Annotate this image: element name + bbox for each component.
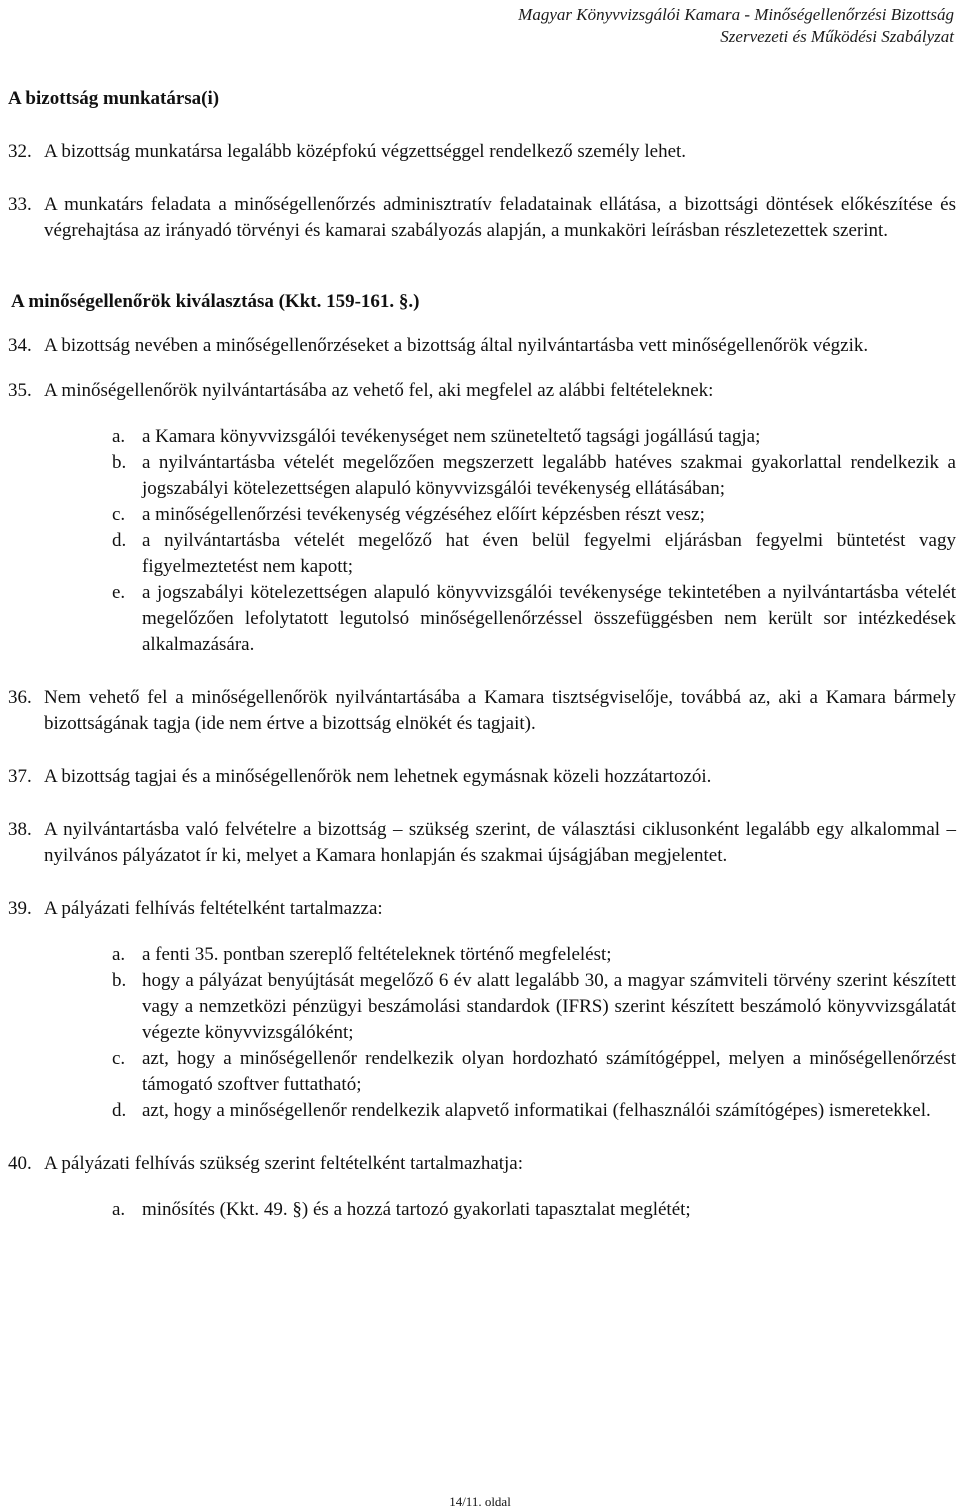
paragraph-text: A minőségellenőrök nyilvántartásába az vehető fel, aki megfelel az alábbi feltételeknek: <box>44 380 714 401</box>
paragraph-text: A bizottság tagjai és a minőségellenőrök nem lehetnek egymásnak közeli hozzátartozói. <box>44 766 712 787</box>
paragraph-38 <box>8 817 956 869</box>
list-item-letter: c. <box>112 1048 126 1069</box>
paragraph-32 <box>8 139 956 165</box>
list-item-letter: a. <box>112 426 126 447</box>
paragraph-text: Nem vehető fel a minőségellenőrök nyilvántartásába a Kamara tisztségviselője, továbbá az, aki a Kamara bármely bizottságának tagja (ide nem értve a bizottság elnökét és tagjait). <box>44 687 956 734</box>
list-item-text: a nyilvántartásba vételét megelőzően megszerzett legalább hatéves szakmai gyakorlattal rendelkezik a jogszabályi kötelezettségen alapuló könyvvizsgálói tevékenység ellátásában; <box>142 452 956 499</box>
list-item-letter: e. <box>112 582 126 603</box>
list-item <box>8 968 956 1046</box>
paragraph-number: 36. <box>8 687 32 708</box>
paragraph-39-list <box>8 942 956 1124</box>
paragraph-text: A bizottság munkatársa legalább középfokú végzettséggel rendelkező személy lehet. <box>44 141 687 162</box>
header-line-2: Szervezeti és Működési Szabályzat <box>720 27 954 46</box>
list-item-letter: c. <box>112 504 126 525</box>
paragraph-35 <box>8 378 956 404</box>
list-item-text: azt, hogy a minőségellenőr rendelkezik olyan hordozható számítógéppel, melyen a minőségellenőrzést támogató szoftver futtatható; <box>142 1048 956 1095</box>
paragraph-number: 40. <box>8 1153 32 1174</box>
list-item <box>8 450 956 502</box>
paragraph-number: 35. <box>8 380 32 401</box>
list-item-text: a fenti 35. pontban szereplő feltételeknek történő megfelelést; <box>142 944 612 965</box>
paragraph-number: 32. <box>8 141 32 162</box>
list-item-text: a jogszabályi kötelezettségen alapuló könyvvizsgálói tevékenysége tekintetében a nyilvántartásba vételét megelőzően lefolytatott legutolsó minőségellenőrzéssel összefüggésben nem került sor intézkedések alkalmazására. <box>142 582 956 655</box>
list-item-text: a nyilvántartásba vételét megelőző hat éven belül fegyelmi eljárásban fegyelmi büntetést vagy figyelmeztetést nem kapott; <box>142 530 956 577</box>
paragraph-33 <box>8 192 956 244</box>
paragraph-number: 37. <box>8 766 32 787</box>
paragraph-number: 33. <box>8 194 32 215</box>
list-item <box>8 528 956 580</box>
paragraph-37 <box>8 764 956 790</box>
list-item-letter: d. <box>112 1100 127 1121</box>
paragraph-text: A bizottság nevében a minőségellenőrzéseket a bizottság által nyilvántartásba vett minőségellenőrök végzik. <box>44 335 869 356</box>
list-item-letter: b. <box>112 970 127 991</box>
paragraph-40-list <box>8 1197 956 1223</box>
paragraph-text: A pályázati felhívás feltételként tartalmazza: <box>44 898 383 919</box>
list-item <box>8 502 956 528</box>
list-item <box>8 580 956 658</box>
list-item <box>8 424 956 450</box>
list-item-text: minősítés (Kkt. 49. §) és a hozzá tartozó gyakorlati tapasztalat meglétét; <box>142 1199 691 1220</box>
paragraph-text: A nyilvántartásba való felvételre a bizottság – szükség szerint, de választási ciklusonként legalább egy alkalommal – nyilvános pályázatot ír ki, melyet a Kamara honlapján és szakmai újságjában megjelentet. <box>44 819 956 866</box>
list-item-text: hogy a pályázat benyújtását megelőző 6 év alatt legalább 30, a magyar számviteli törvény szerint készített vagy a nemzetközi pénzügyi beszámolási standardok (IFRS) szerint készített beszámoló könyvvizsgálatát végezte könyvvizsgálóként; <box>142 970 956 1043</box>
section-title-selection: A minőségellenőrök kiválasztása (Kkt. 159-161. §.) <box>11 291 420 312</box>
list-item <box>8 1197 956 1223</box>
list-item <box>8 942 956 968</box>
paragraph-34 <box>8 333 956 359</box>
paragraph-36 <box>8 685 956 737</box>
list-item-text: a minőségellenőrzési tevékenység végzéséhez előírt képzésben részt vesz; <box>142 504 705 525</box>
paragraph-number: 34. <box>8 335 32 356</box>
header-line-1: Magyar Könyvvizsgálói Kamara - Minőségellenőrzési Bizottság <box>518 5 954 24</box>
paragraph-text: A pályázati felhívás szükség szerint feltételként tartalmazhatja: <box>44 1153 524 1174</box>
document-body <box>8 86 956 1223</box>
paragraph-40 <box>8 1151 956 1177</box>
list-item-letter: a. <box>112 944 126 965</box>
list-item-letter: a. <box>112 1199 126 1220</box>
list-item-text: a Kamara könyvvizsgálói tevékenységet nem szüneteltető tagsági jogállású tagja; <box>142 426 761 447</box>
list-item <box>8 1046 956 1098</box>
list-item <box>8 1098 956 1124</box>
paragraph-text: A munkatárs feladata a minőségellenőrzés adminisztratív feladatainak ellátása, a bizottsági döntések előkészítése és végrehajtása az irányadó törvényi és kamarai szabályozás alapján, a munkaköri leírásban részletezettek szerint. <box>44 194 956 241</box>
paragraph-number: 38. <box>8 819 32 840</box>
paragraph-39 <box>8 896 956 922</box>
list-item-text: azt, hogy a minőségellenőr rendelkezik alapvető informatikai (felhasználói számítógépes) ismeretekkel. <box>142 1100 931 1121</box>
paragraph-number: 39. <box>8 898 32 919</box>
section-title-staff: A bizottság munkatársa(i) <box>8 88 220 109</box>
page-number: 14/11. oldal <box>449 1494 511 1509</box>
page-header <box>518 4 954 48</box>
paragraph-35-list <box>8 424 956 658</box>
list-item-letter: b. <box>112 452 127 473</box>
list-item-letter: d. <box>112 530 127 551</box>
